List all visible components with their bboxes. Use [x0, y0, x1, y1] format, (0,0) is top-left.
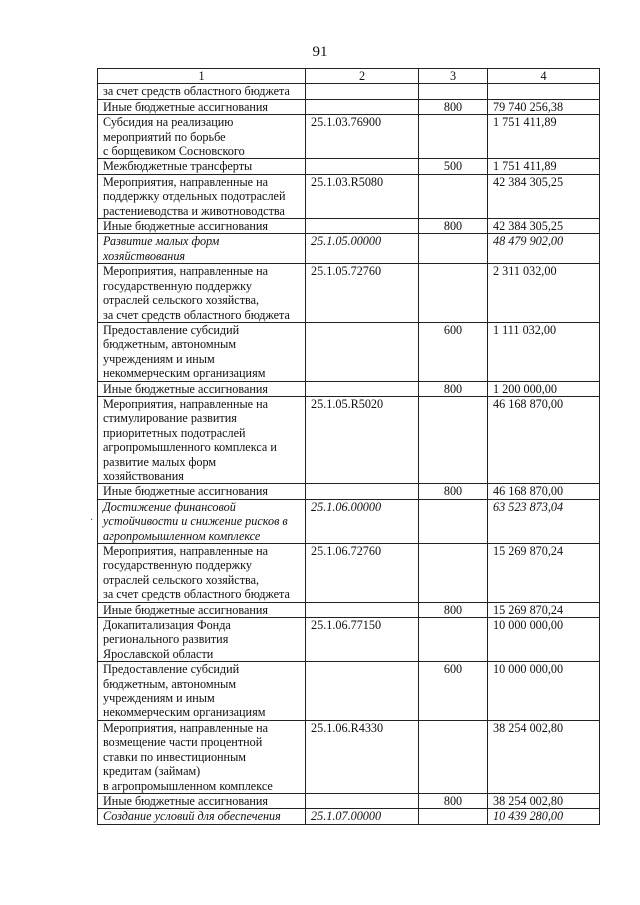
- row-name-line: за счет средств областного бюджета: [103, 84, 290, 99]
- row-code-cell: 25.1.03.R5080: [306, 174, 419, 218]
- row-type-cell: [419, 234, 488, 264]
- row-code-cell: [306, 159, 419, 174]
- row-name-line: отраслей сельского хозяйства,: [103, 572, 260, 587]
- column-header-2: 2: [306, 69, 419, 84]
- row-name-cell: [98, 499, 306, 543]
- row-amount-cell: 42 384 305,25: [488, 174, 600, 218]
- row-name-line: растениеводства и животноводства: [103, 203, 285, 218]
- row-name-line: Ярославской области: [103, 646, 214, 661]
- row-code-cell: [306, 793, 419, 808]
- row-type-cell: 800: [419, 381, 488, 396]
- row-type-cell: [419, 499, 488, 543]
- row-name-line: за счет средств областного бюджета: [103, 587, 290, 602]
- row-code-cell: 25.1.03.76900: [306, 115, 419, 159]
- row-amount-cell: 10 000 000,00: [488, 662, 600, 721]
- table-row: [98, 544, 600, 603]
- row-name-line: в агропромышленном комплексе: [103, 778, 273, 793]
- table-row: [98, 159, 600, 174]
- row-code-cell: [306, 84, 419, 99]
- row-type-cell: [419, 396, 488, 483]
- row-name-line: Достижение финансовой: [103, 499, 236, 514]
- row-name-cell: [98, 381, 306, 396]
- margin-mark: ·: [90, 515, 94, 526]
- row-amount-cell: [488, 84, 600, 99]
- column-header-3: 3: [419, 69, 488, 84]
- row-name-line: отраслей сельского хозяйства,: [103, 293, 260, 308]
- row-amount-cell: 10 439 280,00: [488, 809, 600, 824]
- row-code-cell: 25.1.05.00000: [306, 234, 419, 264]
- row-type-cell: [419, 720, 488, 793]
- row-amount-cell: 38 254 002,80: [488, 720, 600, 793]
- row-name-line: с борщевиком Сосновского: [103, 144, 245, 159]
- row-amount-cell: 15 269 870,24: [488, 602, 600, 617]
- row-type-cell: [419, 618, 488, 662]
- row-amount-cell: 38 254 002,80: [488, 793, 600, 808]
- row-name-line: учреждениям и иным: [103, 351, 215, 366]
- row-name-line: бюджетным, автономным: [103, 676, 237, 691]
- row-code-cell: 25.1.07.00000: [306, 809, 419, 824]
- row-name-line: Мероприятия, направленные на: [103, 720, 269, 735]
- column-header-1: 1: [98, 69, 306, 84]
- row-name-cell: [98, 793, 306, 808]
- row-name-line: Субсидия на реализацию: [103, 115, 234, 130]
- table-row: [98, 602, 600, 617]
- row-name-line: Предоставление субсидий: [103, 322, 240, 337]
- table-row: [98, 115, 600, 159]
- table-row: [98, 396, 600, 483]
- row-name-line: устойчивости и снижение рисков в: [103, 514, 288, 529]
- row-name-cell: [98, 219, 306, 234]
- row-code-cell: [306, 99, 419, 114]
- row-type-cell: [419, 544, 488, 603]
- row-code-cell: 25.1.06.00000: [306, 499, 419, 543]
- row-name-line: Мероприятия, направленные на: [103, 174, 269, 189]
- row-code-cell: 25.1.06.77150: [306, 618, 419, 662]
- row-amount-cell: 2 311 032,00: [488, 264, 600, 323]
- row-name-line: некоммерческим организациям: [103, 705, 266, 720]
- row-type-cell: [419, 84, 488, 99]
- table-row: [98, 662, 600, 721]
- row-name-cell: [98, 322, 306, 381]
- row-name-line: Иные бюджетные ассигнования: [103, 602, 269, 617]
- row-name-cell: [98, 396, 306, 483]
- page-number: 91: [312, 44, 328, 60]
- row-name-line: Мероприятия, направленные на: [103, 544, 269, 558]
- row-name-cell: [98, 234, 306, 264]
- row-name-line: Докапитализация Фонда: [103, 618, 231, 633]
- table-row: [98, 264, 600, 323]
- row-type-cell: [419, 264, 488, 323]
- row-name-cell: [98, 159, 306, 174]
- row-amount-cell: 42 384 305,25: [488, 219, 600, 234]
- row-type-cell: 500: [419, 159, 488, 174]
- row-code-cell: [306, 322, 419, 381]
- row-code-cell: 25.1.05.72760: [306, 264, 419, 323]
- row-name-line: хозяйствования: [103, 248, 186, 263]
- row-amount-cell: 10 000 000,00: [488, 618, 600, 662]
- row-name-cell: [98, 720, 306, 793]
- row-name-line: бюджетным, автономным: [103, 337, 237, 352]
- row-name-line: государственную поддержку: [103, 278, 252, 293]
- table-row: [98, 793, 600, 808]
- row-name-line: Иные бюджетные ассигнования: [103, 381, 269, 396]
- row-type-cell: 800: [419, 793, 488, 808]
- row-name-line: агропромышленного комплекса и: [103, 440, 277, 455]
- row-amount-cell: 1 111 032,00: [488, 322, 600, 381]
- row-amount-cell: 63 523 873,04: [488, 499, 600, 543]
- row-name-cell: [98, 618, 306, 662]
- row-name-line: ставки по инвестиционным: [103, 749, 246, 764]
- row-name-line: Иные бюджетные ассигнования: [103, 99, 269, 114]
- row-code-cell: [306, 662, 419, 721]
- row-name-cell: [98, 174, 306, 218]
- table-row: [98, 618, 600, 662]
- row-name-line: развитие малых форм: [103, 454, 217, 469]
- row-name-line: некоммерческим организациям: [103, 366, 266, 381]
- row-name-line: Иные бюджетные ассигнования: [103, 219, 269, 234]
- row-name-cell: [98, 662, 306, 721]
- row-name-line: приоритетных подотраслей: [103, 425, 246, 440]
- row-name-line: хозяйствования: [103, 468, 184, 483]
- row-code-cell: [306, 602, 419, 617]
- row-name-line: кредитам (займам): [103, 764, 201, 779]
- row-type-cell: 600: [419, 322, 488, 381]
- row-amount-cell: 48 479 902,00: [488, 234, 600, 264]
- row-name-cell: [98, 484, 306, 499]
- row-name-line: Предоставление субсидий: [103, 662, 240, 677]
- row-name-line: Развитие малых форм: [103, 234, 220, 249]
- row-amount-cell: 15 269 870,24: [488, 544, 600, 603]
- row-name-line: Мероприятия, направленные на: [103, 264, 269, 279]
- row-name-cell: [98, 809, 306, 824]
- row-name-cell: [98, 115, 306, 159]
- row-name-line: мероприятий по борьбе: [103, 129, 226, 144]
- row-name-cell: [98, 544, 306, 603]
- row-name-line: Иные бюджетные ассигнования: [103, 484, 269, 499]
- row-name-cell: [98, 264, 306, 323]
- header-row: [98, 69, 600, 84]
- table-row: [98, 484, 600, 499]
- row-name-line: регионального развития: [103, 632, 229, 647]
- row-name-line: Межбюджетные трансферты: [103, 159, 253, 174]
- table-row: [98, 381, 600, 396]
- row-amount-cell: 1 751 411,89: [488, 159, 600, 174]
- table-row: [98, 720, 600, 793]
- row-amount-cell: 1 200 000,00: [488, 381, 600, 396]
- row-name-line: Мероприятия, направленные на: [103, 396, 269, 411]
- row-name-cell: [98, 99, 306, 114]
- budget-table: [97, 68, 600, 825]
- table-row: [98, 322, 600, 381]
- table-row: [98, 99, 600, 114]
- row-name-line: государственную поддержку: [103, 558, 252, 573]
- row-name-cell: [98, 602, 306, 617]
- row-type-cell: [419, 115, 488, 159]
- row-name-line: поддержку отдельных подотраслей: [103, 189, 286, 204]
- row-code-cell: 25.1.06.R4330: [306, 720, 419, 793]
- table-row: [98, 84, 600, 99]
- row-type-cell: 600: [419, 662, 488, 721]
- row-type-cell: 800: [419, 602, 488, 617]
- row-type-cell: [419, 809, 488, 824]
- column-header-4: 4: [488, 69, 600, 84]
- table-row: [98, 174, 600, 218]
- row-amount-cell: 79 740 256,38: [488, 99, 600, 114]
- row-name-line: за счет средств областного бюджета: [103, 307, 290, 322]
- row-name-line: Иные бюджетные ассигнования: [103, 793, 269, 808]
- row-type-cell: 800: [419, 99, 488, 114]
- row-type-cell: 800: [419, 484, 488, 499]
- row-name-line: учреждениям и иным: [103, 691, 215, 706]
- table-row: [98, 219, 600, 234]
- table-row: [98, 234, 600, 264]
- row-name-line: возмещение части процентной: [103, 735, 263, 750]
- row-name-line: Создание условий для обеспечения: [103, 809, 281, 824]
- row-code-cell: [306, 219, 419, 234]
- table-row: [98, 809, 600, 824]
- row-type-cell: [419, 174, 488, 218]
- row-name-line: агропромышленном комплексе: [103, 528, 261, 543]
- row-code-cell: 25.1.05.R5020: [306, 396, 419, 483]
- row-type-cell: 800: [419, 219, 488, 234]
- row-code-cell: [306, 381, 419, 396]
- row-name-cell: [98, 84, 306, 99]
- row-amount-cell: 1 751 411,89: [488, 115, 600, 159]
- row-amount-cell: 46 168 870,00: [488, 484, 600, 499]
- row-code-cell: 25.1.06.72760: [306, 544, 419, 603]
- row-name-line: стимулирование развития: [103, 411, 237, 426]
- row-amount-cell: 46 168 870,00: [488, 396, 600, 483]
- row-code-cell: [306, 484, 419, 499]
- table-row: [98, 499, 600, 543]
